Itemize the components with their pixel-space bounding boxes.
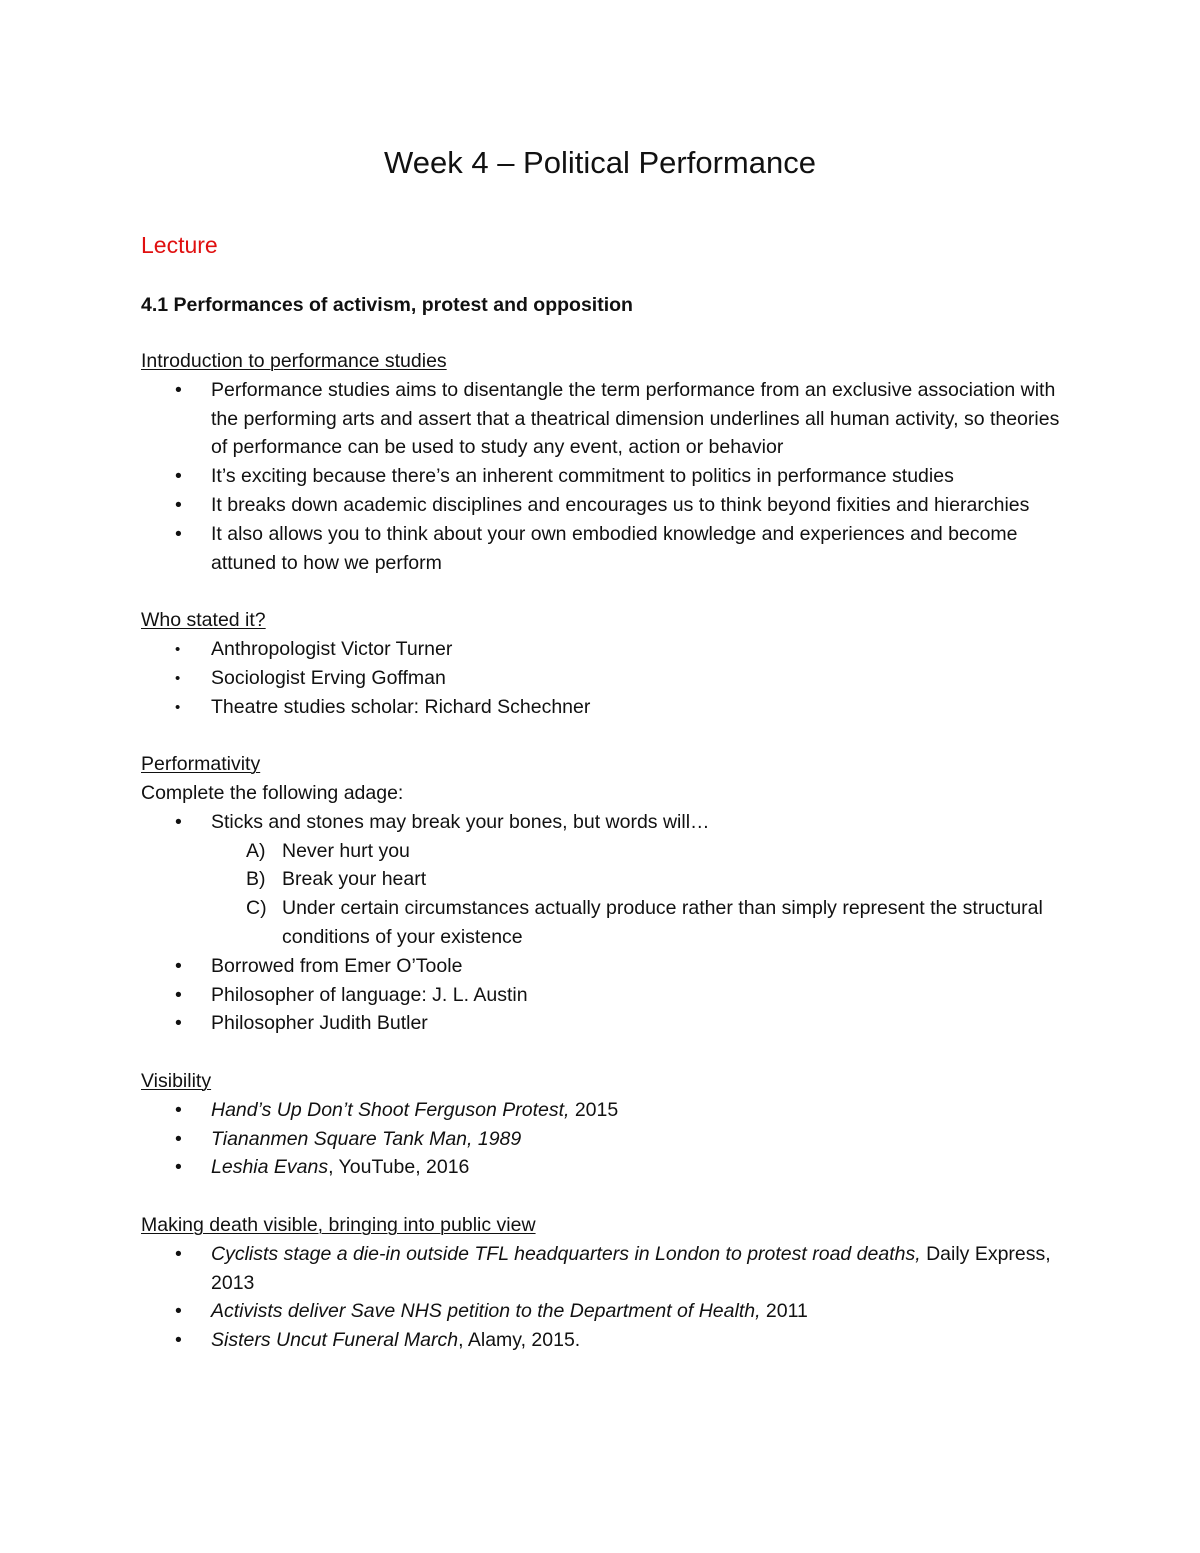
- option-letter: B): [246, 868, 266, 891]
- bullet-icon: •: [175, 378, 182, 401]
- bullet-icon: •: [175, 1300, 182, 1323]
- adage-options-list: [141, 837, 1066, 952]
- list-item: [141, 1125, 1066, 1154]
- bullet-icon: •: [175, 1098, 182, 1121]
- subsection-heading: 4.1 Performances of activism, protest and opposition: [141, 294, 633, 316]
- list-item: [141, 952, 1066, 981]
- intro-list: [141, 376, 1066, 578]
- who-block: [141, 606, 1066, 721]
- bullet-icon: •: [175, 1156, 182, 1179]
- list-item: [141, 635, 1066, 664]
- list-item: [141, 1009, 1066, 1038]
- work-title: Tiananmen Square Tank Man, 1989: [211, 1127, 522, 1150]
- death-list: [141, 1240, 1066, 1355]
- list-item-text: Borrowed from Emer O’Toole: [211, 954, 463, 977]
- bullet-icon: •: [175, 810, 182, 833]
- work-title: Leshia Evans: [211, 1156, 329, 1179]
- visibility-block: [141, 1067, 1066, 1182]
- list-item-text: Theatre studies scholar: Richard Schechner: [211, 695, 591, 718]
- bullet-icon: •: [175, 1127, 182, 1150]
- list-item: [141, 462, 1066, 491]
- list-item-text: Anthropologist Victor Turner: [211, 637, 453, 660]
- list-item: [141, 491, 1066, 520]
- bullet-icon: •: [175, 1012, 182, 1035]
- who-heading: Who stated it?: [141, 609, 266, 632]
- death-heading: Making death visible, bringing into public view: [141, 1213, 536, 1236]
- bullet-icon: •: [175, 1242, 182, 1265]
- visibility-heading: Visibility: [141, 1069, 212, 1092]
- bullet-icon: •: [175, 465, 182, 488]
- work-source: , YouTube, 2016: [328, 1156, 470, 1179]
- list-item-text: Sociologist Erving Goffman: [211, 666, 446, 689]
- death-block: [141, 1211, 1066, 1355]
- bullet-icon: •: [175, 1329, 182, 1352]
- list-item: [141, 1240, 1066, 1298]
- bullet-icon: •: [175, 493, 182, 516]
- bullet-icon: •: [175, 669, 181, 687]
- document-title: Week 4 – Political Performance: [384, 145, 816, 180]
- option-item: [141, 837, 1066, 866]
- document-body: [141, 347, 1066, 1355]
- performativity-list: [141, 808, 1066, 837]
- list-item: [141, 664, 1066, 693]
- option-text: Never hurt you: [282, 839, 410, 862]
- performativity-sources-list: [141, 952, 1066, 1038]
- list-item: [141, 808, 1066, 837]
- list-item-text: Performance studies aims to disentangle the term performance from an exclusive association with the performing arts and assert that a theatrical dimension underlines all human activity, so theories of performance can be used to study any event, action or behavior: [211, 378, 1060, 459]
- bullet-icon: •: [175, 522, 182, 545]
- list-item-text: It breaks down academic disciplines and encourages us to think beyond fixities and hierarchies: [211, 493, 1030, 516]
- option-letter: C): [246, 897, 267, 920]
- who-list: [141, 635, 1066, 721]
- performativity-intro: Complete the following adage:: [141, 781, 404, 804]
- list-item-text: It’s exciting because there’s an inherent commitment to politics in performance studies: [211, 465, 954, 488]
- work-source: 2011: [760, 1300, 808, 1323]
- list-item: [141, 693, 1066, 722]
- option-item: [141, 894, 1066, 952]
- list-item-text: It also allows you to think about your own embodied knowledge and experiences and become attuned to how we perform: [211, 522, 1018, 574]
- list-item: [141, 376, 1066, 462]
- work-title: Activists deliver Save NHS petition to the Department of Health,: [211, 1300, 761, 1323]
- list-item: [141, 1326, 1066, 1355]
- performativity-block: [141, 750, 1066, 1038]
- list-item-text: Philosopher of language: J. L. Austin: [211, 983, 528, 1006]
- work-title: Hand’s Up Don’t Shoot Ferguson Protest,: [211, 1098, 570, 1121]
- bullet-icon: •: [175, 698, 181, 716]
- intro-heading: Introduction to performance studies: [141, 350, 447, 372]
- visibility-list: [141, 1096, 1066, 1182]
- list-item-text: Sticks and stones may break your bones, but words will…: [211, 810, 710, 833]
- list-item: [141, 981, 1066, 1010]
- list-item: [141, 1153, 1066, 1182]
- list-item: [141, 520, 1066, 578]
- list-item-text: Philosopher Judith Butler: [211, 1012, 428, 1035]
- option-item: [141, 865, 1066, 894]
- bullet-icon: •: [175, 983, 182, 1006]
- bullet-icon: •: [175, 640, 181, 658]
- work-title: Sisters Uncut Funeral March: [211, 1329, 459, 1352]
- intro-block: [141, 347, 1066, 577]
- list-item: [141, 1297, 1066, 1326]
- list-item: [141, 1096, 1066, 1125]
- work-source: Daily Express, 2013: [211, 1242, 1051, 1294]
- work-source: , Alamy, 2015.: [458, 1329, 581, 1352]
- section-heading-lecture: Lecture: [141, 232, 218, 258]
- work-title: Cyclists stage a die-in outside TFL headquarters in London to protest road deaths,: [211, 1242, 921, 1265]
- option-text: Under certain circumstances actually produce rather than simply represent the structural conditions of your existence: [282, 897, 1043, 948]
- option-text: Break your heart: [282, 868, 427, 891]
- option-letter: A): [246, 839, 266, 862]
- bullet-icon: •: [175, 954, 182, 977]
- work-source: 2015: [569, 1098, 619, 1121]
- performativity-heading: Performativity: [141, 753, 261, 776]
